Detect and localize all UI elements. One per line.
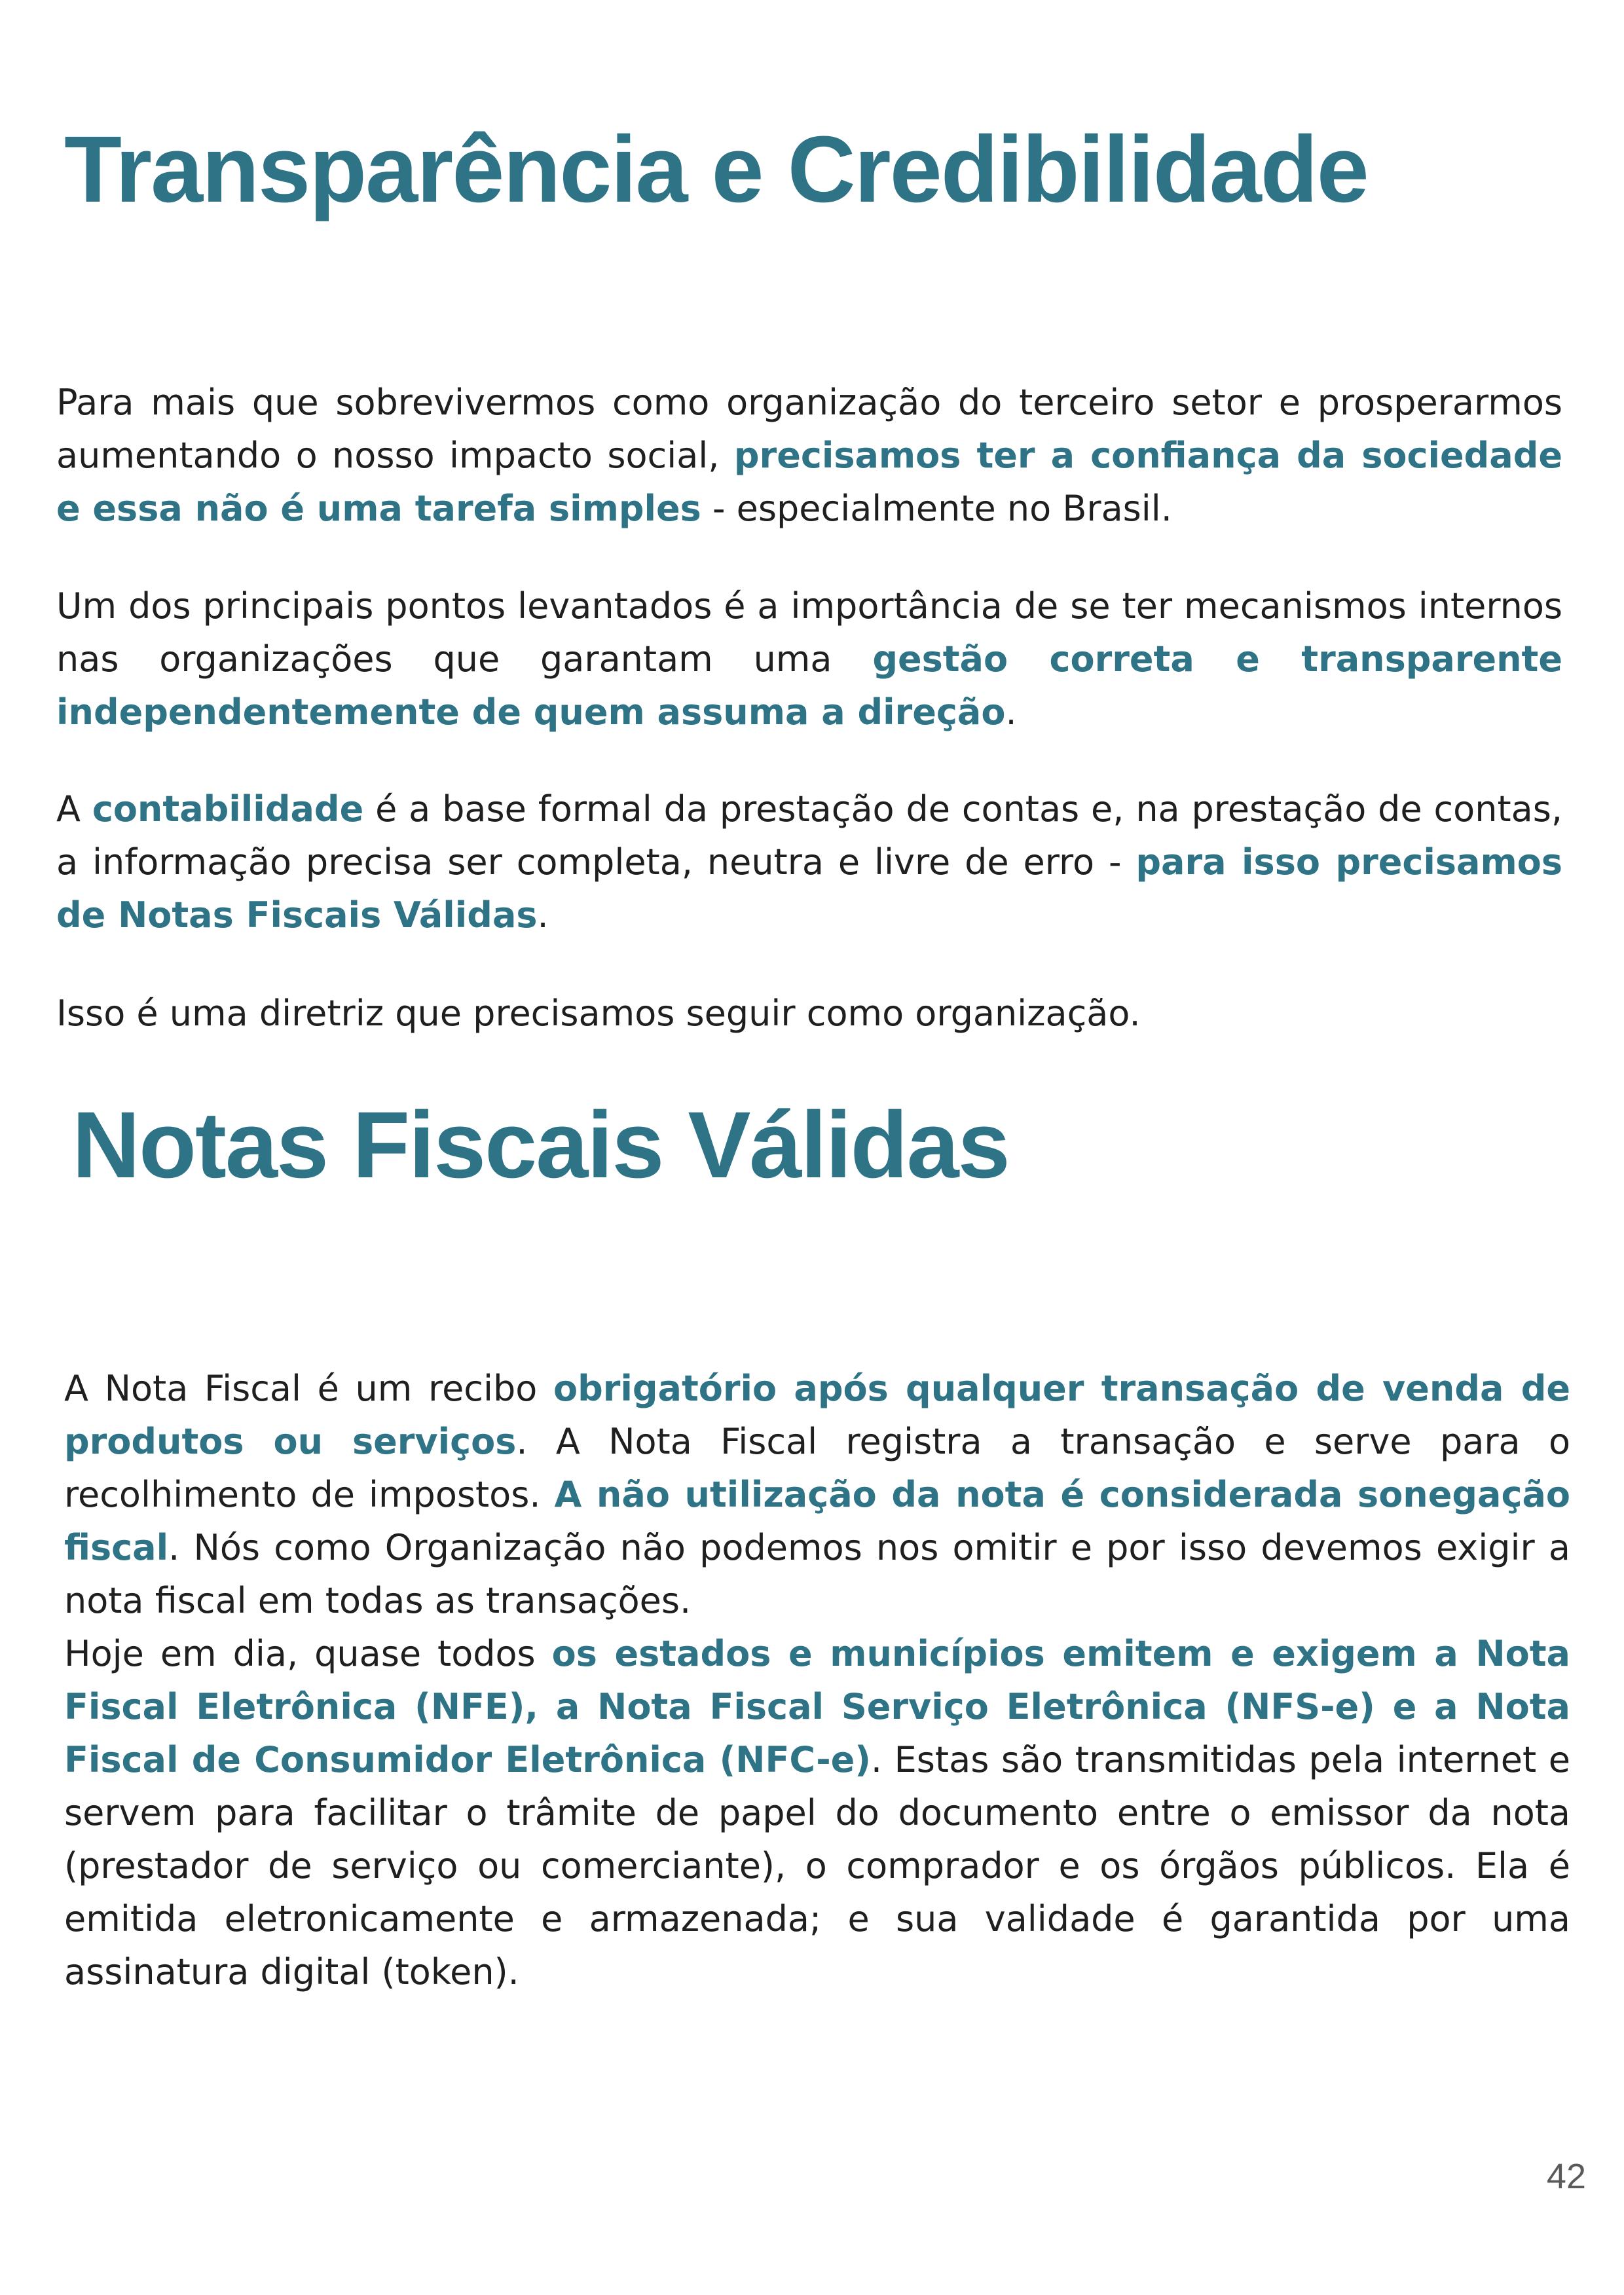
- highlight-text: obrigatório após qualquer transação de venda de produtos ou serviços: [64, 1368, 1570, 1462]
- paragraph-text: . Nós como Organização não podemos nos omitir e por isso devemos exigir a nota fiscal em todas as transações.: [64, 1527, 1570, 1621]
- section-title-notas-fiscais: Notas Fiscais Válidas: [72, 1092, 1009, 1198]
- paragraph-text: .: [1005, 691, 1017, 733]
- paragraph-confianca: [56, 376, 1562, 535]
- paragraph-text: Hoje em dia, quase todos: [64, 1633, 552, 1674]
- paragraph-diretriz: [56, 987, 1562, 1040]
- highlight-text: precisamos ter a confiança da sociedade e essa não é uma tarefa simples: [56, 435, 1562, 529]
- page-number: 42: [1546, 2157, 1586, 2196]
- paragraph-text: - especialmente no Brasil.: [701, 488, 1172, 529]
- paragraph-text: A: [56, 788, 92, 830]
- section-title-transparencia: Transparência e Credibilidade: [64, 117, 1368, 222]
- paragraph-nota-eletronica: [64, 1627, 1570, 1998]
- paragraph-text: A Nota Fiscal é um recibo: [64, 1368, 553, 1409]
- paragraph-contabilidade: [56, 782, 1562, 942]
- paragraph-text: Um dos principais pontos levantados é a importância de se ter mecanismos internos nas organizações que garantam uma: [56, 585, 1562, 680]
- paragraph-text: . A Nota Fiscal registra a transação e serve para o recolhimento de impostos.: [64, 1421, 1570, 1515]
- paragraph-text: .: [537, 894, 549, 936]
- paragraph-text: Para mais que sobrevivermos como organização do terceiro setor e prosperarmos aumentando o nosso impacto social,: [56, 382, 1562, 476]
- paragraph-text: Isso é uma diretriz que precisamos seguir como organização.: [56, 993, 1141, 1034]
- highlight-text: para isso precisamos de Notas Fiscais Válidas: [56, 841, 1562, 936]
- paragraph-text: é a base formal da prestação de contas e, na prestação de contas, a informação precisa ser completa, neutra e livre de erro -: [56, 788, 1563, 883]
- highlight-text: A não utilização da nota é considerada sonegação fiscal: [64, 1474, 1571, 1568]
- highlight-text: os estados e municípios emitem e exigem a Nota Fiscal Eletrônica (NFE), a Nota Fiscal Serviço Eletrônica (NFS-e) e a Nota Fiscal de Consumidor Eletrônica (NFC-e): [64, 1633, 1570, 1780]
- paragraph-nota-fiscal: [64, 1362, 1570, 1627]
- paragraph-text: . Estas são transmitidas pela internet e servem para facilitar o trâmite de papel do documento entre o emissor da nota (prestador de serviço ou comerciante), o comprador e os órgãos públicos. Ela é emitida eletronicamente e armazenada; e sua validade é garantida por uma assinatura digital (token).: [64, 1739, 1570, 1992]
- paragraph-mecanismos: [56, 579, 1562, 739]
- highlight-text: contabilidade: [92, 788, 364, 830]
- highlight-text: gestão correta e transparente independentemente de quem assuma a direção: [56, 638, 1562, 733]
